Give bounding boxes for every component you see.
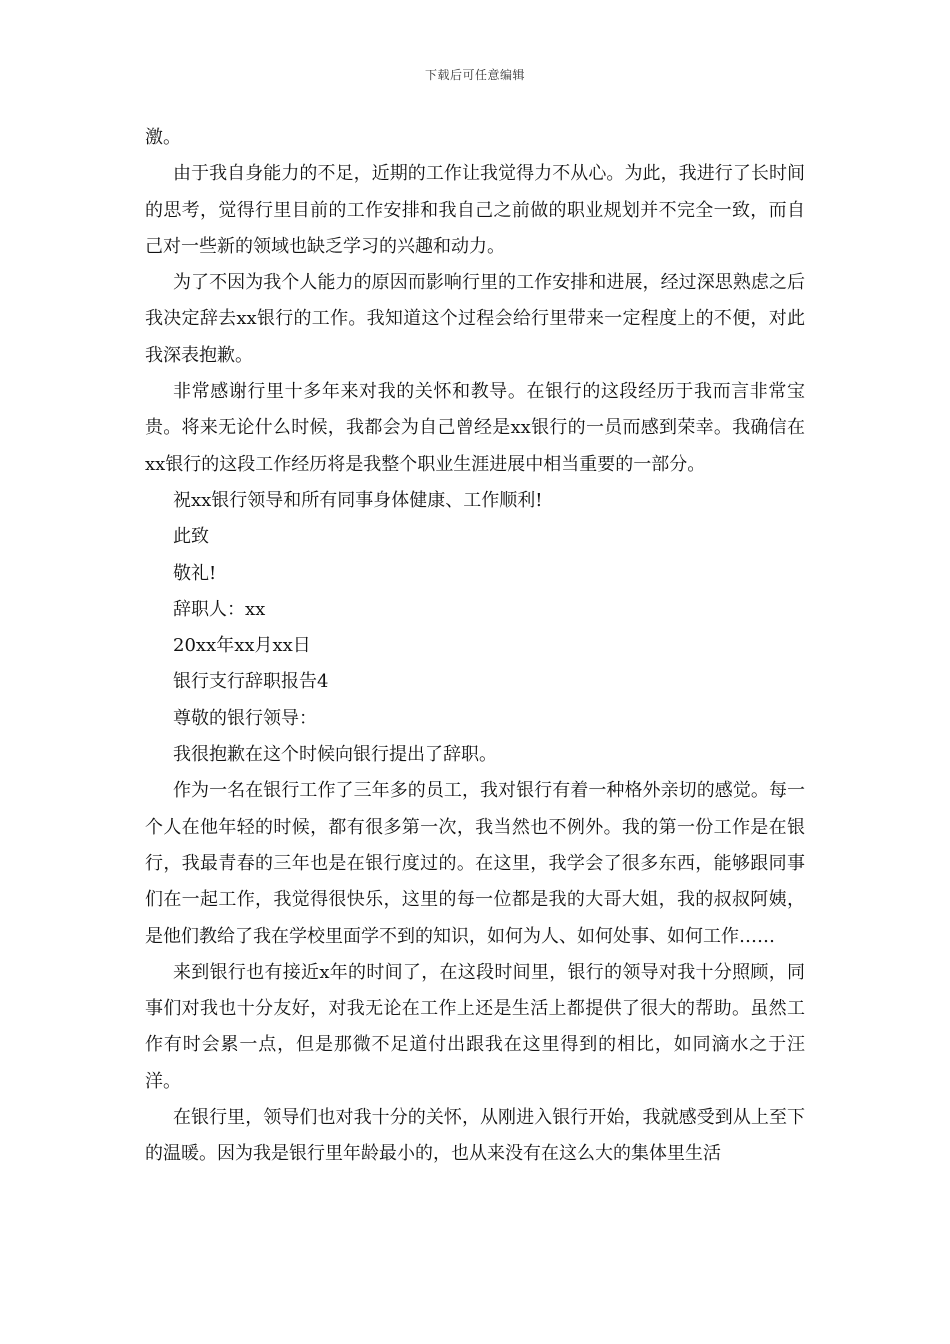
- document-body: [145, 120, 805, 1173]
- paragraph: 激。: [145, 127, 181, 148]
- section-title: 银行支行辞职报告4: [173, 671, 329, 693]
- salutation-line: 此致: [173, 526, 209, 548]
- greeting-line: 尊敬的银行领导：: [173, 707, 317, 729]
- paragraph: 为了不因为我个人能力的原因而影响行里的工作安排和进展，经过深思熟虑之后我决定辞去xx银行的工作。我知道这个过程会给行里带来一定程度上的不便，对此我深表抱歉。: [145, 272, 805, 366]
- paragraph: 我很抱歉在这个时候向银行提出了辞职。: [173, 744, 497, 766]
- paragraph: 由于我自身能力的不足，近期的工作让我觉得力不从心。为此，我进行了长时间的思考，觉得行里目前的工作安排和我自己之前做的职业规划并不完全一致，而自己对一些新的领域也缺乏学习的兴趣和动力。: [145, 163, 805, 257]
- date-line: 20xx年xx月xx日: [173, 635, 311, 657]
- page-header: 下载后可任意编辑: [424, 68, 525, 82]
- closing-wish: 祝xx银行领导和所有同事身体健康、工作顺利!: [173, 489, 543, 511]
- paragraph: 非常感谢行里十多年来对我的关怀和教导。在银行的这段经历于我而言非常宝贵。将来无论什么时候，我都会为自己曾经是xx银行的一员而感到荣幸。我确信在xx银行的这段工作经历将是我整个职业生涯进展中相当重要的一部分。: [145, 381, 805, 475]
- signature-line: 辞职人：xx: [173, 598, 266, 620]
- paragraph: 来到银行也有接近x年的时间了，在这段时间里，银行的领导对我十分照顾，同事们对我也十分友好，对我无论在工作上还是生活上都提供了很大的帮助。虽然工作有时会累一点，但是那微不足道付出跟我在这里得到的相比，如同滴水之于汪洋。: [145, 961, 805, 1092]
- salutation-line: 敬礼!: [173, 562, 217, 584]
- paragraph: 在银行里，领导们也对我十分的关怀，从刚进入银行开始，我就感受到从上至下的温暖。因为我是银行里年龄最小的，也从来没有在这么大的集体里生活: [145, 1107, 805, 1165]
- paragraph: 作为一名在银行工作了三年多的员工，我对银行有着一种格外亲切的感觉。每一个人在他年轻的时候，都有很多第一次，我当然也不例外。我的第一份工作是在银行，我最青春的三年也是在银行度过的。在这里，我学会了很多东西，能够跟同事们在一起工作，我觉得很快乐，这里的每一位都是我的大哥大姐，我的叔叔阿姨，是他们教给了我在学校里面学不到的知识，如何为人、如何处事、如何工作……: [145, 780, 805, 947]
